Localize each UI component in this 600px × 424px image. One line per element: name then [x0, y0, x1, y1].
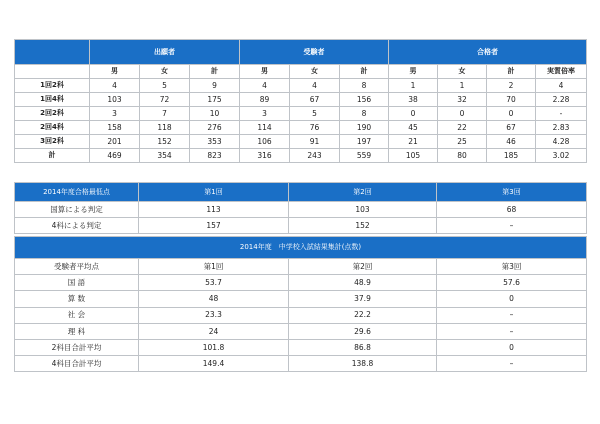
table-cell: 185	[487, 149, 536, 163]
table-cell: 38	[389, 93, 438, 107]
row-label: 2科目合計平均	[15, 339, 139, 355]
round-header: 第3回	[437, 259, 587, 275]
row-label: 計	[15, 149, 90, 163]
exam-statistics-table	[14, 39, 587, 163]
table-cell: 5	[140, 79, 190, 93]
round-header: 第3回	[437, 183, 587, 202]
table-cell: 5	[290, 107, 340, 121]
table-cell: 76	[290, 121, 340, 135]
table-cell: 8	[340, 79, 389, 93]
table-cell: 89	[240, 93, 290, 107]
table-cell: 86.8	[289, 339, 437, 355]
table-row	[15, 291, 587, 307]
table-cell: –	[437, 356, 587, 372]
table-cell: 354	[140, 149, 190, 163]
table-cell: 21	[389, 135, 438, 149]
table-cell: 105	[389, 149, 438, 163]
min-score-title: 2014年度合格最低点	[15, 183, 139, 202]
table-cell: 4	[290, 79, 340, 93]
table-row	[15, 79, 587, 93]
row-label: 4科目合計平均	[15, 356, 139, 372]
table-cell: 103	[289, 202, 437, 218]
table-row	[15, 149, 587, 163]
table-cell: 156	[340, 93, 389, 107]
sub-header-blank	[15, 65, 90, 79]
table-cell: 32	[438, 93, 487, 107]
table-cell: 4	[536, 79, 587, 93]
row-label: 理 科	[15, 323, 139, 339]
table-cell: 823	[190, 149, 240, 163]
round-header: 第1回	[139, 259, 289, 275]
table-cell: 70	[487, 93, 536, 107]
table-row	[15, 107, 587, 121]
min-score-header-row	[15, 183, 587, 202]
results-header-label: 受験者平均点	[15, 259, 139, 275]
table-cell: 114	[240, 121, 290, 135]
table-cell: 24	[139, 323, 289, 339]
table-row	[15, 93, 587, 107]
table-cell: 72	[140, 93, 190, 107]
table-cell: 0	[437, 291, 587, 307]
corner-cell	[15, 40, 90, 65]
table-cell: 22.2	[289, 307, 437, 323]
row-label: 算 数	[15, 291, 139, 307]
table-cell: 3	[90, 107, 140, 121]
table-row	[15, 323, 587, 339]
row-label: 国 語	[15, 275, 139, 291]
round-header: 第2回	[289, 259, 437, 275]
round-header: 第2回	[289, 183, 437, 202]
table-cell: 53.7	[139, 275, 289, 291]
table-cell: 197	[340, 135, 389, 149]
table-cell: 101.8	[139, 339, 289, 355]
round-header: 第1回	[139, 183, 289, 202]
sub-header-cell: 男	[90, 65, 140, 79]
group-header-row	[15, 40, 587, 65]
table-cell: 2.83	[536, 121, 587, 135]
examinees-header: 受験者	[240, 40, 389, 65]
table-cell: 201	[90, 135, 140, 149]
table-row	[15, 121, 587, 135]
table-cell: 68	[437, 202, 587, 218]
table-cell: 559	[340, 149, 389, 163]
table-cell: 190	[340, 121, 389, 135]
table-cell: 7	[140, 107, 190, 121]
table-cell: 158	[90, 121, 140, 135]
results-header-row	[15, 259, 587, 275]
results-title-row	[15, 237, 587, 259]
table-cell: 29.6	[289, 323, 437, 339]
sub-header-cell: 女	[140, 65, 190, 79]
table-cell: 46	[487, 135, 536, 149]
table-cell: 10	[190, 107, 240, 121]
passers-header: 合格者	[389, 40, 587, 65]
table-cell: 4	[90, 79, 140, 93]
table-cell: 22	[438, 121, 487, 135]
table-cell: 152	[289, 218, 437, 234]
sub-header-cell: 女	[290, 65, 340, 79]
row-label: 2回2科	[15, 107, 90, 121]
table-cell: -	[536, 107, 587, 121]
table-cell: 118	[140, 121, 190, 135]
min-score-table	[14, 182, 587, 234]
table-cell: –	[437, 323, 587, 339]
table-cell: 25	[438, 135, 487, 149]
sub-header-row	[15, 65, 587, 79]
table-row	[15, 135, 587, 149]
table-cell: 243	[290, 149, 340, 163]
table-cell: 1	[389, 79, 438, 93]
applicants-header: 出願者	[90, 40, 240, 65]
table-cell: 67	[290, 93, 340, 107]
table-cell: 157	[139, 218, 289, 234]
table-cell: 2	[487, 79, 536, 93]
table-cell: 8	[340, 107, 389, 121]
table-row	[15, 202, 587, 218]
table-row	[15, 307, 587, 323]
table-cell: 106	[240, 135, 290, 149]
table-cell: 23.3	[139, 307, 289, 323]
table-cell: 152	[140, 135, 190, 149]
table-cell: 67	[487, 121, 536, 135]
table-cell: 48	[139, 291, 289, 307]
table-cell: 0	[437, 339, 587, 355]
table-cell: 80	[438, 149, 487, 163]
table-row	[15, 356, 587, 372]
row-label: 社 会	[15, 307, 139, 323]
table-cell: 469	[90, 149, 140, 163]
row-label: 国算による判定	[15, 202, 139, 218]
table-cell: –	[437, 218, 587, 234]
row-label: 1回4科	[15, 93, 90, 107]
sub-header-cell: 男	[240, 65, 290, 79]
row-label: 3回2科	[15, 135, 90, 149]
table-row	[15, 339, 587, 355]
table-row	[15, 218, 587, 234]
table-cell: 4.28	[536, 135, 587, 149]
results-table	[14, 236, 587, 372]
table-cell: 57.6	[437, 275, 587, 291]
table-cell: 149.4	[139, 356, 289, 372]
table-cell: 276	[190, 121, 240, 135]
table-cell: 0	[438, 107, 487, 121]
sub-header-cell: 女	[438, 65, 487, 79]
sub-header-cell: 計	[487, 65, 536, 79]
results-title: 2014年度 中学校入試結果集計(点数)	[15, 237, 587, 259]
table-cell: 48.9	[289, 275, 437, 291]
sub-header-cell: 実質倍率	[536, 65, 587, 79]
sub-header-cell: 計	[190, 65, 240, 79]
table-cell: 1	[438, 79, 487, 93]
table-cell: 103	[90, 93, 140, 107]
table-cell: 4	[240, 79, 290, 93]
table-row	[15, 275, 587, 291]
table-cell: 3	[240, 107, 290, 121]
row-label: 4科による判定	[15, 218, 139, 234]
table-cell: 113	[139, 202, 289, 218]
table-cell: 0	[389, 107, 438, 121]
table-cell: 353	[190, 135, 240, 149]
row-label: 1回2科	[15, 79, 90, 93]
table-cell: 316	[240, 149, 290, 163]
table-cell: 91	[290, 135, 340, 149]
table-cell: 0	[487, 107, 536, 121]
sub-header-cell: 男	[389, 65, 438, 79]
table-cell: 138.8	[289, 356, 437, 372]
table-cell: 3.02	[536, 149, 587, 163]
table-cell: 37.9	[289, 291, 437, 307]
table-cell: 9	[190, 79, 240, 93]
row-label: 2回4科	[15, 121, 90, 135]
sub-header-cell: 計	[340, 65, 389, 79]
table-cell: 175	[190, 93, 240, 107]
table-cell: –	[437, 307, 587, 323]
table-cell: 45	[389, 121, 438, 135]
table-cell: 2.28	[536, 93, 587, 107]
